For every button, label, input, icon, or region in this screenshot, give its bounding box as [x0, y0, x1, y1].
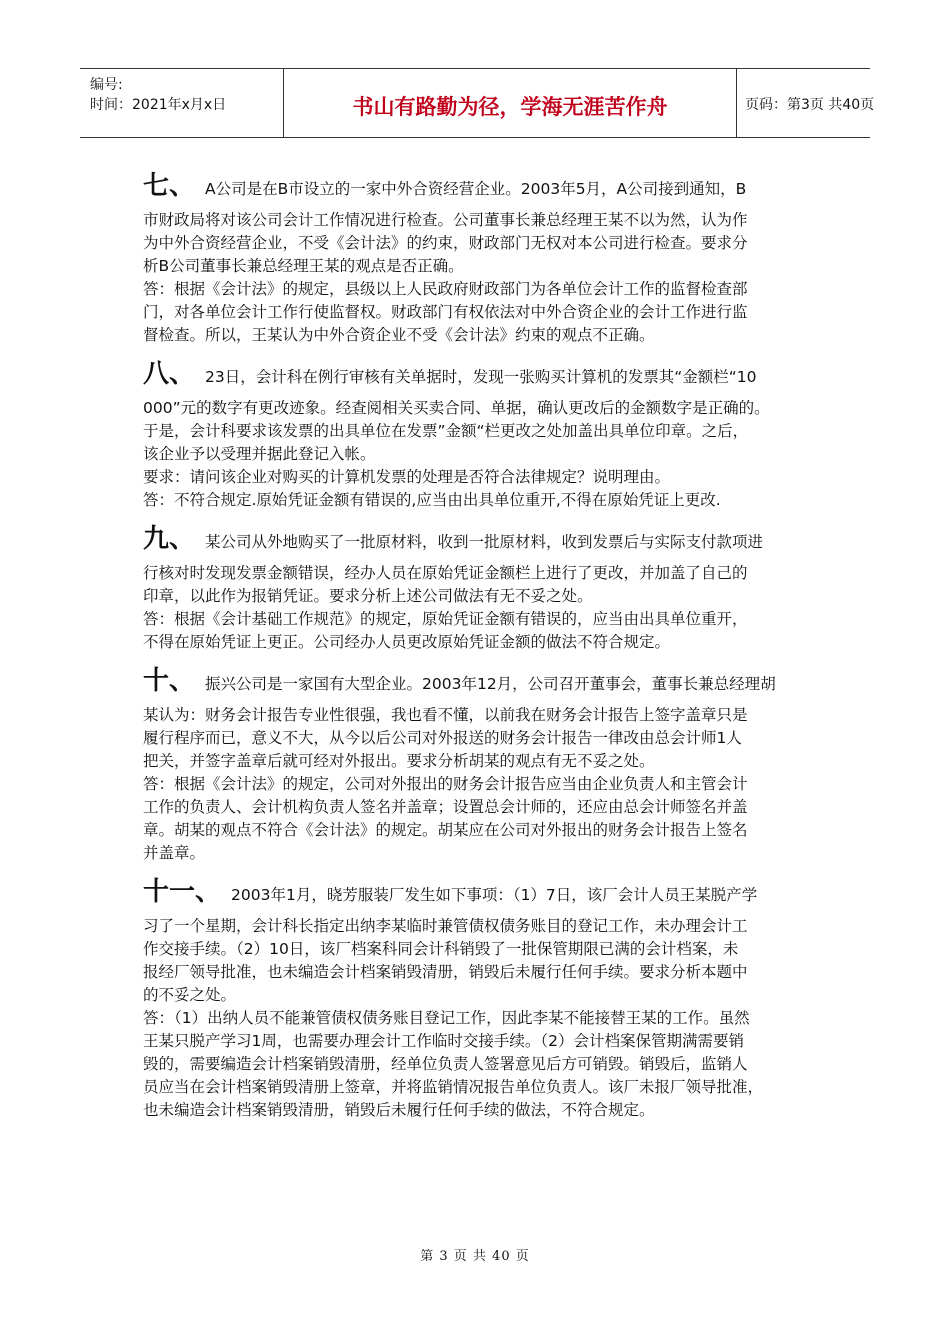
question-line: 000”元的数字有更改迹象。经查阅相关买卖合同、单据，确认更改后的金额数字是正确的。 — [143, 399, 770, 417]
question-heading — [143, 871, 810, 915]
question-line: 的不妥之处。 — [143, 986, 237, 1004]
question-line: 门，对各单位会计工作行使监督权。财政部门有权依法对中外合资企业的会计工作进行监 — [143, 303, 748, 321]
question-line: 履行程序而已，意义不大，从今以后公司对外报送的财务会计报告一律改由总会计师1人 — [143, 729, 742, 747]
question-line: 振兴公司是一家国有大型企业。2003年12月，公司召开董事会，董事长兼总经理胡 — [205, 675, 776, 693]
question-heading — [143, 518, 810, 562]
question-line: 不得在原始凭证上更正。公司经办人员更改原始凭证金额的做法不符合规定。 — [143, 633, 671, 651]
question-line: 答：根据《会计法》的规定，公司对外报出的财务会计报告应当由企业负责人和主管会计 — [143, 775, 748, 793]
question-line: 作交接手续。（2）10日，该厂档案科同会计科销毁了一批保管期限已满的会计档案，未 — [143, 940, 739, 958]
question-line: 答：不符合规定.原始凭证金额有错误的,应当由出具单位重开,不得在原始凭证上更改. — [143, 491, 721, 509]
question-line: 督检查。所以，王某认为中外合资企业不受《会计法》约束的观点不正确。 — [143, 326, 655, 344]
question-line: 也未编造会计档案销毁清册，销毁后未履行任何手续的做法，不符合规定。 — [143, 1101, 655, 1119]
question-line: 为中外合资经营企业，不受《会计法》的约束，财政部门无权对本公司进行检查。要求分 — [143, 234, 748, 252]
question-line: 答：根据《会计法》的规定，县级以上人民政府财政部门为各单位会计工作的监督检查部 — [143, 280, 748, 298]
question-line: 市财政局将对该公司会计工作情况进行检查。公司董事长兼总经理王某不以为然，认为作 — [143, 211, 748, 229]
question-heading — [143, 353, 810, 397]
number-label: 编号: — [90, 77, 123, 93]
question-line: 2003年1月，晓芳服装厂发生如下事项：（1）7日，该厂会计人员王某脱产学 — [231, 886, 758, 904]
page-footer: 第 3 页 共 40 页 — [420, 1249, 530, 1264]
question-line: 析B公司董事长兼总经理王某的观点是否正确。 — [143, 257, 464, 275]
document-body — [143, 165, 810, 1128]
question-number: 九、 — [143, 524, 196, 554]
question-line: 于是，会计科要求该发票的出具单位在发票”金额“栏更改之处加盖出具单位印章。之后， — [143, 422, 749, 440]
motto: 书山有路勤为径，学海无涯苦作舟 — [352, 95, 668, 119]
question-line: 某公司从外地购买了一批原材料，收到一批原材料，收到发票后与实际支付款项进 — [205, 533, 764, 551]
question-heading — [143, 660, 810, 704]
question-block — [143, 165, 810, 347]
question-line: 工作的负责人、会计机构负责人签名并盖章；设置总会计师的，还应由总会计师签名并盖 — [143, 798, 748, 816]
question-number: 七、 — [143, 171, 196, 201]
question-block — [143, 518, 810, 654]
question-line: 习了一个星期，会计科长指定出纳李某临时兼管债权债务账目的登记工作，未办理会计工 — [143, 917, 748, 935]
question-line: 23日，会计科在例行审核有关单据时，发现一张购买计算机的发票其“金额栏“10 — [205, 368, 757, 386]
question-heading — [143, 165, 810, 209]
question-line: 某认为：财务会计报告专业性很强，我也看不懂，以前我在财务会计报告上签字盖章只是 — [143, 706, 748, 724]
time-label: 时间：2021年x月x日 — [90, 97, 227, 113]
question-line: 答：（1）出纳人员不能兼管债权债务账目登记工作，因此李某不能接替王某的工作。虽然 — [143, 1009, 750, 1027]
question-line: 印章，以此作为报销凭证。要求分析上述公司做法有无不妥之处。 — [143, 587, 593, 605]
header-page-cell — [737, 69, 875, 137]
question-line: 把关，并签字盖章后就可经对外报出。要求分析胡某的观点有无不妥之处。 — [143, 752, 655, 770]
page-code: 页码：第3页 共40页 — [745, 97, 875, 113]
header-meta-cell — [80, 69, 284, 137]
question-line: A公司是在B市设立的一家中外合资经营企业。2003年5月，A公司接到通知，B — [205, 180, 747, 198]
question-line: 行核对时发现发票金额错误，经办人员在原始凭证金额栏上进行了更改，并加盖了自己的 — [143, 564, 748, 582]
question-line: 并盖章。 — [143, 844, 206, 862]
question-block — [143, 871, 810, 1122]
question-number: 十一、 — [143, 877, 222, 907]
question-line: 章。胡某的观点不符合《会计法》的规定。胡某应在公司对外报出的财务会计报告上签名 — [143, 821, 748, 839]
question-line: 报经厂领导批准，也未编造会计档案销毁清册，销毁后未履行任何手续。要求分析本题中 — [143, 963, 748, 981]
question-line: 王某只脱产学习1周，也需要办理会计工作临时交接手续。（2）会计档案保管期满需要销 — [143, 1032, 744, 1050]
question-number: 十、 — [143, 666, 196, 696]
question-line: 答：根据《会计基础工作规范》的规定，原始凭证金额有错误的，应当由出具单位重开， — [143, 610, 748, 628]
question-number: 八、 — [143, 359, 196, 389]
question-line: 要求：请问该企业对购买的计算机发票的处理是否符合法律规定？说明理由。 — [143, 468, 671, 486]
question-block — [143, 660, 810, 865]
header-motto-cell — [284, 69, 737, 137]
question-line: 该企业予以受理并据此登记入帐。 — [143, 445, 376, 463]
question-block — [143, 353, 810, 512]
question-line: 员应当在会计档案销毁清册上签章，并将监销情况报告单位负责人。该厂未报厂领导批准， — [143, 1078, 764, 1096]
question-line: 毁的，需要编造会计档案销毁清册，经单位负责人签署意见后方可销毁。销毁后，监销人 — [143, 1055, 748, 1073]
page-header — [80, 68, 875, 138]
